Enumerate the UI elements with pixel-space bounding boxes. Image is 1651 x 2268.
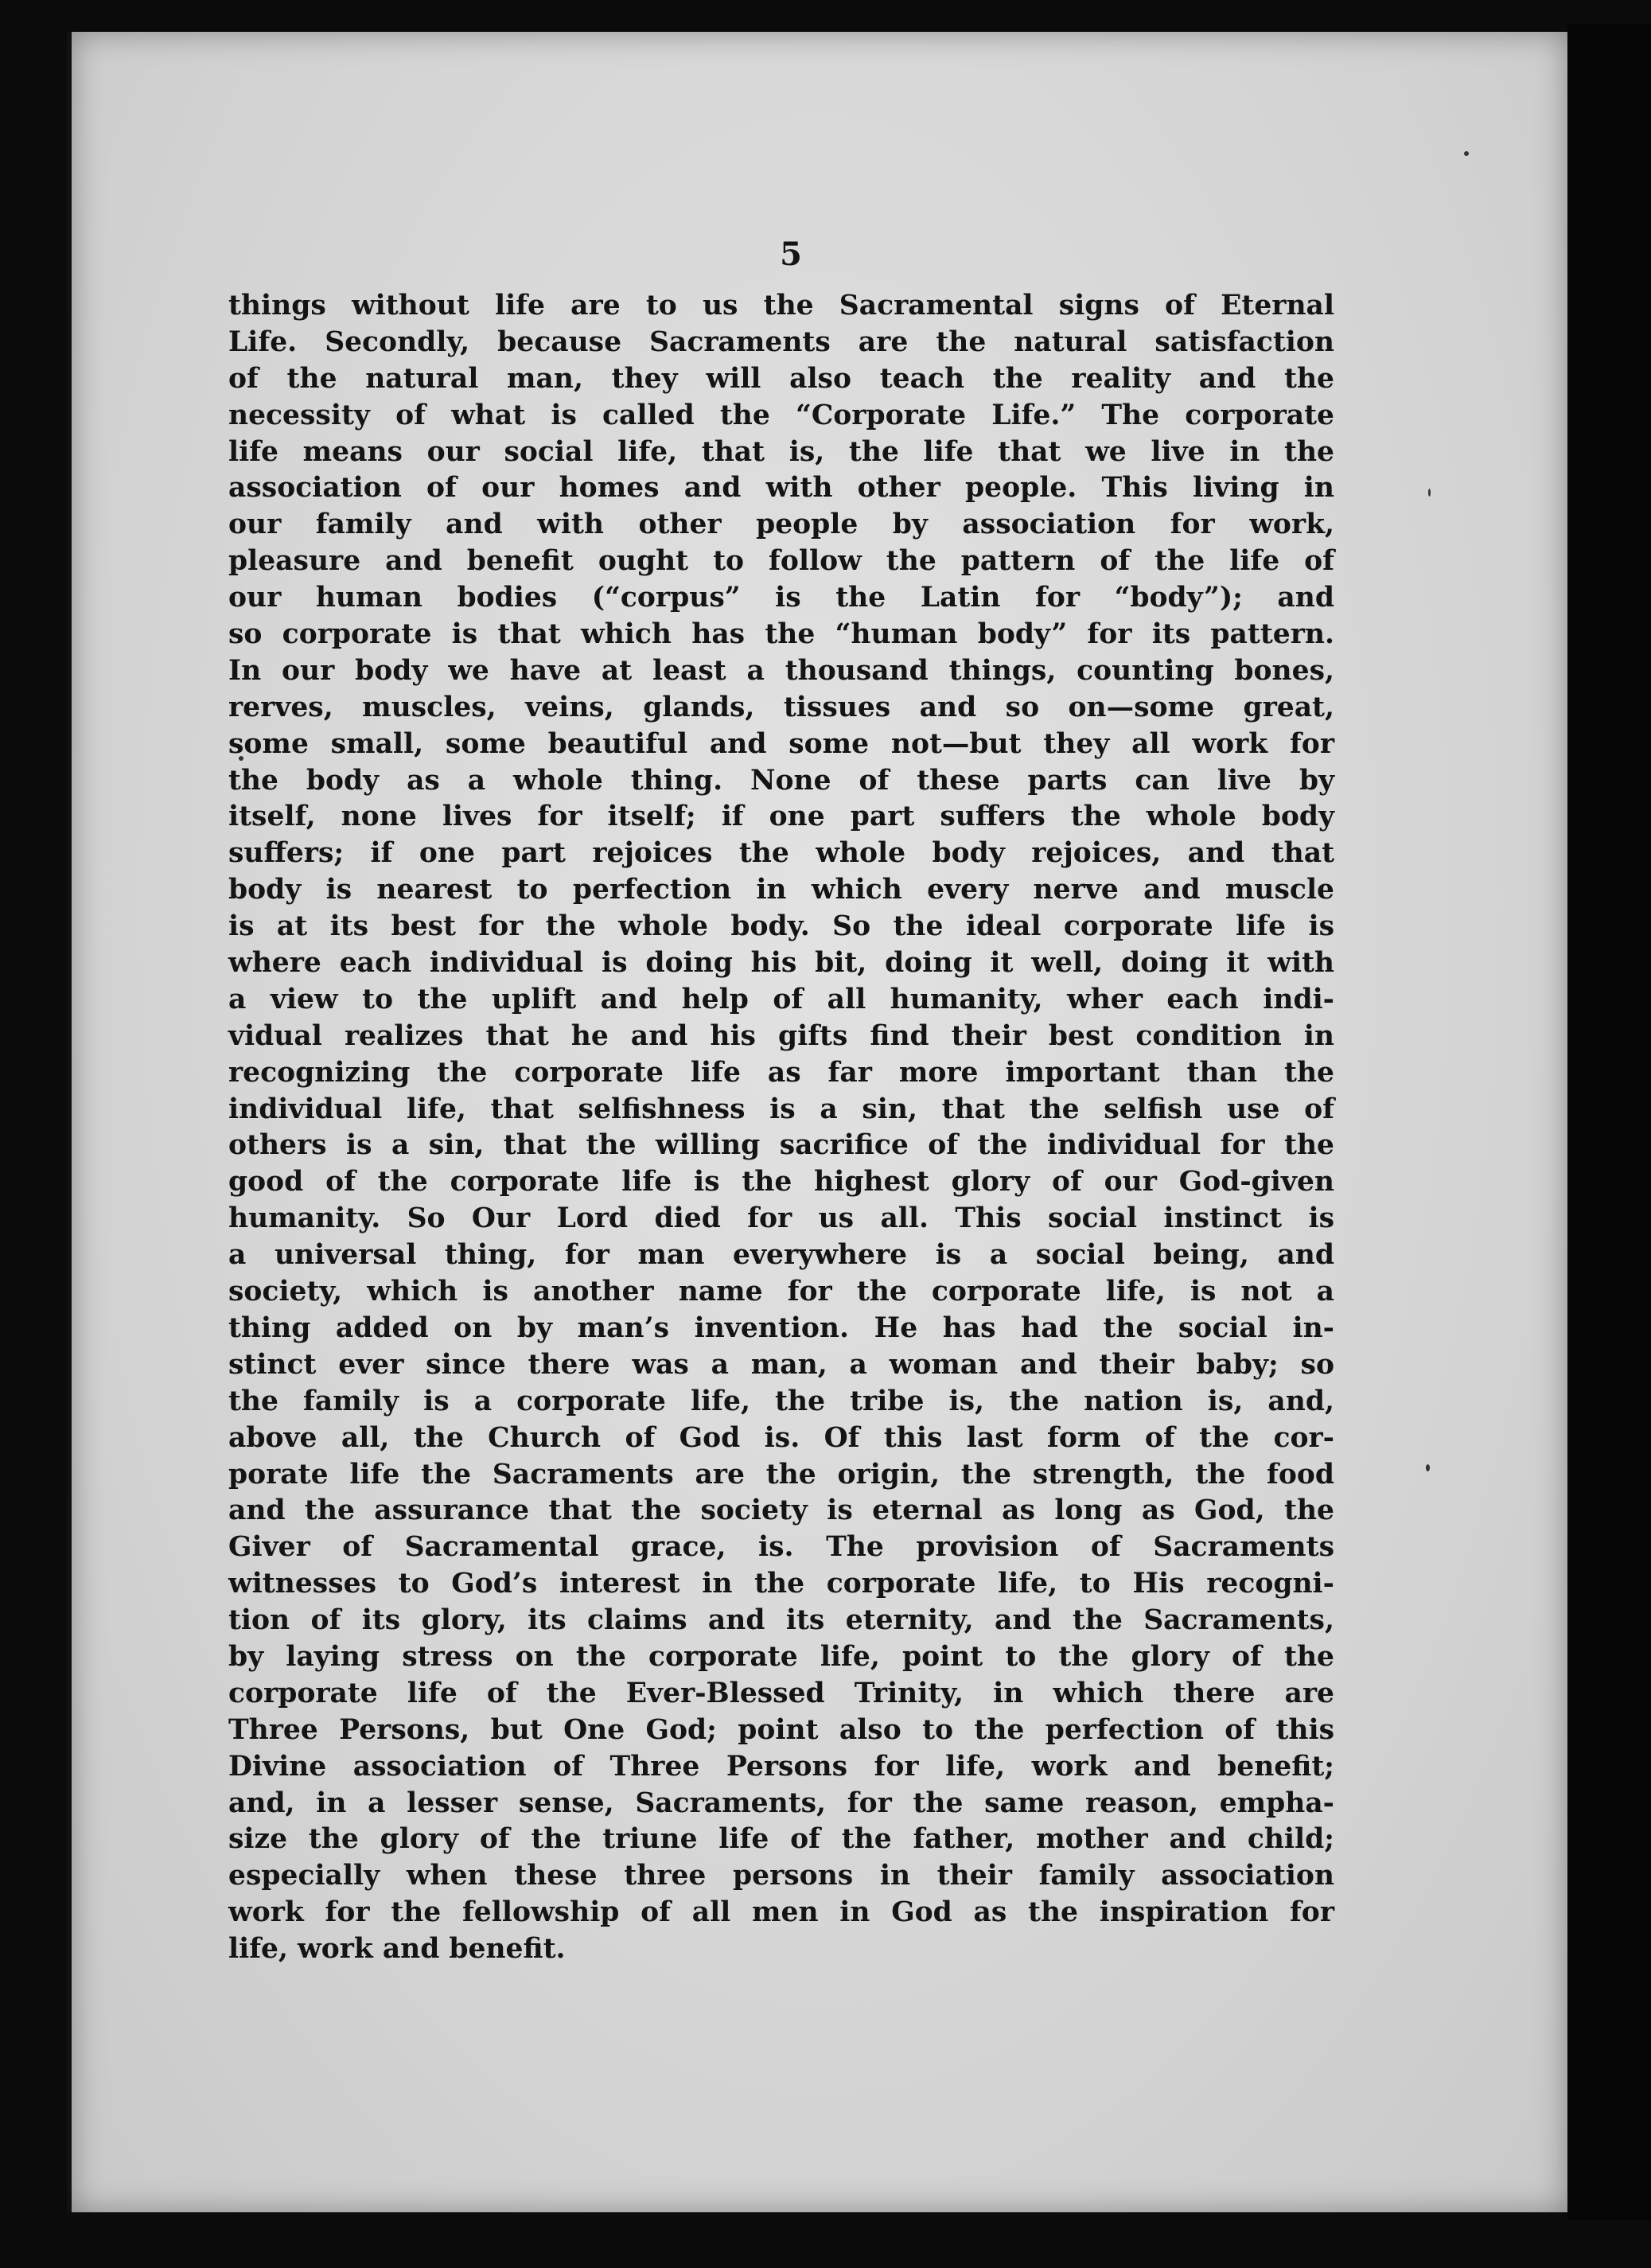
text-line: our human bodies (“corpus” is the Latin for “body”); and	[228, 582, 1334, 614]
body-text-block	[228, 236, 1334, 1968]
text-line: the body as a whole thing. None of these parts can live by	[228, 764, 1334, 797]
text-line: body is nearest to perfection in which every nerve and muscle	[228, 874, 1334, 906]
text-line: Three Persons, but One God; point also to the perfection of this	[228, 1713, 1334, 1746]
text-line: Giver of Sacramental grace, is. The provision of Sacraments	[228, 1531, 1334, 1564]
text-line: size the glory of the triune life of the father, mother and child;	[228, 1823, 1334, 1856]
text-line: things without life are to us the Sacramental signs of Eternal	[228, 290, 1334, 321]
text-line: vidual realizes that he and his gifts find their best condition in	[228, 1019, 1334, 1052]
text-line: In our body we have at least a thousand things, counting bones,	[228, 654, 1334, 687]
text-line: Life. Secondly, because Sacraments are the natural satisfaction	[228, 325, 1334, 358]
text-line: is at its best for the whole body. So the ideal corporate life is	[228, 910, 1334, 943]
text-line: good of the corporate life is the highest glory of our God-given	[228, 1166, 1334, 1198]
text-line: a universal thing, for man everywhere is a social being, and	[228, 1239, 1334, 1272]
text-line: humanity. So Our Lord died for us all. This social instinct is	[228, 1202, 1334, 1235]
text-line: by laying stress on the corporate life, point to the glory of the	[228, 1640, 1334, 1673]
scan-speck	[1428, 489, 1431, 497]
page-number: 5	[780, 236, 802, 273]
scan-speck	[1426, 1464, 1430, 1471]
text-line: above all, the Church of God is. Of this last form of the cor-	[228, 1421, 1334, 1454]
text-line: and, in a lesser sense, Sacraments, for the same reason, empha-	[228, 1787, 1334, 1819]
text-line: where each individual is doing his bit, doing it well, doing it with	[228, 947, 1334, 980]
text-line: suffers; if one part rejoices the whole body rejoices, and that	[228, 837, 1334, 870]
text-line: itself, none lives for itself; if one part suffers the whole body	[228, 801, 1334, 833]
text-line: individual life, that selfishness is a sin, that the selfish use of	[228, 1093, 1334, 1125]
text-line: stinct ever since there was a man, a woman and their baby; so	[228, 1348, 1334, 1381]
scan-speck	[1464, 151, 1469, 156]
text-line: life means our social life, that is, the life that we live in the	[228, 435, 1334, 468]
text-line: rerves, muscles, veins, glands, tissues and so on—some great,	[228, 691, 1334, 723]
text-line: association of our homes and with other people. This living in	[228, 472, 1334, 505]
text-line: some small, some beautiful and some not—but they all work for	[228, 727, 1334, 760]
paragraph	[228, 288, 1334, 1968]
text-line: witnesses to God’s interest in the corporate life, to His recogni-	[228, 1568, 1334, 1600]
text-line: of the natural man, they will also teach the reality and the	[228, 362, 1334, 395]
text-line: necessity of what is called the “Corporate Life.” The corporate	[228, 399, 1334, 431]
text-line: recognizing the corporate life as far more important than the	[228, 1056, 1334, 1089]
text-line: society, which is another name for the corporate life, is not a	[228, 1276, 1334, 1308]
text-line: Divine association of Three Persons for life, work and benefit;	[228, 1750, 1334, 1783]
text-line: others is a sin, that the willing sacrifice of the individual for the	[228, 1129, 1334, 1162]
text-line: work for the fellowship of all men in God as the inspiration for	[228, 1896, 1334, 1929]
text-line: corporate life of the Ever-Blessed Trinity, in which there are	[228, 1677, 1334, 1709]
text-line: the family is a corporate life, the tribe is, the nation is, and,	[228, 1385, 1334, 1417]
text-line: especially when these three persons in their family association	[228, 1860, 1334, 1892]
text-line: tion of its glory, its claims and its eternity, and the Sacraments,	[228, 1604, 1334, 1637]
text-line: and the assurance that the society is eternal as long as God, the	[228, 1494, 1334, 1527]
text-line: our family and with other people by association for work,	[228, 509, 1334, 541]
text-line: a view to the uplift and help of all humanity, wher each indi-	[228, 983, 1334, 1015]
text-line: life, work and benefit.	[228, 1933, 566, 1966]
text-line: thing added on by man’s invention. He has had the social in-	[228, 1311, 1334, 1344]
text-line: so corporate is that which has the “human body” for its pattern.	[228, 618, 1334, 651]
text-line: pleasure and benefit ought to follow the pattern of the life of	[228, 545, 1334, 578]
text-line: porate life the Sacraments are the origin, the strength, the food	[228, 1458, 1334, 1491]
scan-border-right	[1567, 24, 1651, 2220]
